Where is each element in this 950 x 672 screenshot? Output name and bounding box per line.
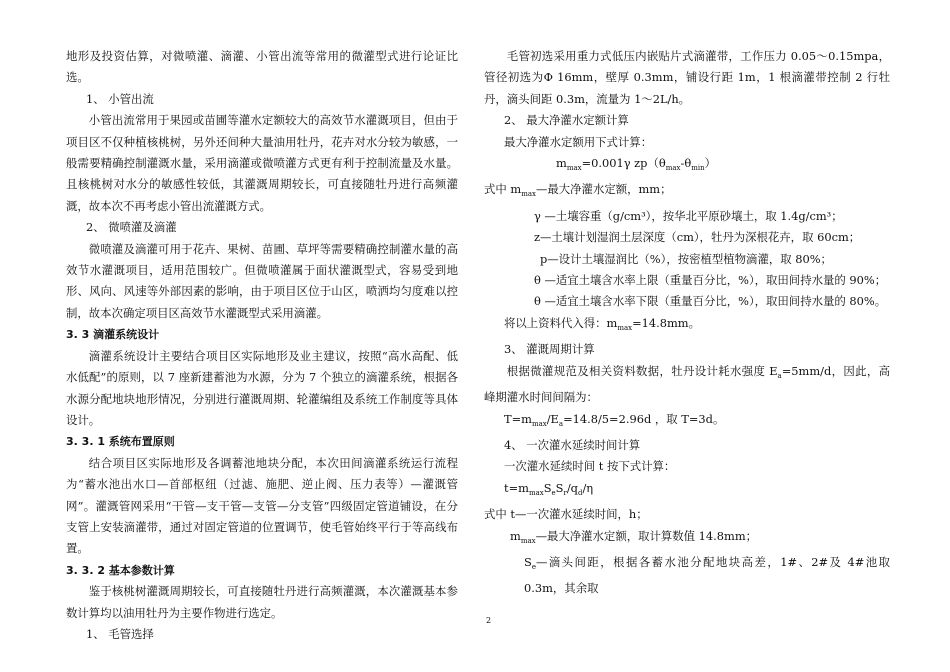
paragraph-intro: 地形及投资估算，对微喷灌、滴灌、小管出流等常用的微灌型式进行论证比选。: [66, 49, 458, 85]
heading-max-net-irrigation: 2、 最大净灌水定额计算: [504, 113, 629, 128]
formula-duration-intro: 一次灌水延续时间 t 按下式计算：: [504, 459, 676, 474]
where-mmax: 式中 $m_{max}—$最大净灌水定额，mm；: [484, 182, 672, 199]
where-theta-min: θ —适宜土壤含水率下限（重量百分比，%），取田间持水量的 80%。: [534, 294, 887, 309]
left-column: [66, 46, 458, 645]
paragraph-layout-principle: 结合项目区实际地形及各调蓄池地块分配，本次田间滴灌系统运行流程为“蓄水池出水口—首部枢纽（过滤、施肥、逆止阀、压力表等）—灌溉管网”。灌溉管网采用“干管—支干管—支管—分支管”四级固定管道铺设，在分支管上安装滴灌带，通过对固定管道的位置调节，使毛管始终平行于等高线布置。: [66, 455, 458, 556]
where-t: 式中 t—一次灌水延续时间，h；: [484, 507, 648, 522]
paragraph-micro-spray-drip: 微喷灌及滴灌可用于花卉、果树、苗圃、草坪等需要精确控制灌水量的高效节水灌溉项目，适用范围较广。但微喷灌属于面状灌溉型式，容易受到地形、风向、风速等外部因素的影响，由于项目区位于山区，喷洒均匀度难以控制，故本次确定项目区高效节水灌溉型式采用滴灌。: [66, 241, 458, 320]
section-heading-3-3-1: 3. 3. 1 系统布置原则: [66, 435, 175, 449]
where-z: z—土壤计划湿润土层深度（cm），牡丹为深根花卉，取 60cm；: [534, 230, 861, 245]
paragraph-basic-parameters: 鉴于核桃树灌溉周期较长，可直接随牡丹进行高频灌溉，本次灌溉基本参数计算均以油用牡丹为主要作物进行选定。: [66, 584, 458, 620]
formula-max-net-irrigation: $m_{max}=0.001\gamma$ $zp(\theta_{max}-\theta_{min})$: [556, 156, 716, 173]
section-heading-3-3-2: 3. 3. 2 基本参数计算: [66, 563, 175, 577]
formula-irrigation-duration: $t=m_{max}S_eS_r/q_d/\eta$: [504, 480, 594, 497]
where-gamma: γ —土壤容重（g/cm³），按华北平原砂壤土，取 1.4g/cm³；: [534, 208, 843, 223]
section-heading-3-3: 3. 3 滴灌系统设计: [66, 328, 160, 342]
heading-small-pipe-outflow: 1、 小管出流: [86, 91, 154, 106]
where-mmax-2: $m_{max}—$最大净灌水定额，取计算数值 14.8mm；: [510, 528, 758, 545]
heading-micro-spray-drip: 2、 微喷灌及滴灌: [86, 220, 177, 235]
page-number: 2: [486, 616, 492, 625]
formula-intro-line: 最大净灌水定额用下式计算：: [504, 134, 653, 149]
where-p: p—设计土壤湿润比（%），按密植型植物滴灌，取 80%；: [540, 251, 832, 266]
paragraph-small-pipe-outflow: 小管出流常用于果园或苗圃等灌水定额较大的高效节水灌溉项目，但由于项目区不仅种植核桃树，另外还间种大量油用牡丹，花卉对水分较为敏感，一般需要精确控制灌溉水量，采用滴灌或微喷灌方式更有利于控制流量及水量。且核桃树对水分的敏感性较低，其灌溉周期较长，可直接随牡丹进行高频灌溉，故本次不再考虑小管出流灌溉方式。: [66, 113, 458, 213]
paragraph-capillary-spec: 毛管初选采用重力式低压内嵌贴片式滴灌带，工作压力 0.05～0.15mpa，管径初选为Φ 16mm，壁厚 0.3mm，铺设行距 1m，1 根滴灌带控制 2 行牡丹，滴头间距 0.3m，流量为 1～2L/h。: [484, 49, 890, 106]
heading-irrigation-duration: 4、 一次灌水延续时间计算: [504, 437, 641, 452]
paragraph-drip-system-design: 滴灌系统设计主要结合项目区实际地形及业主建议，按照“高水高配、低水低配”的原则，以 7 座新建蓄池为水源，分为 7 个独立的滴灌系统，根据各水源分配地块地形情况，分别进行灌溉周期、轮灌编组及系统工作制度等具体设计。: [66, 348, 458, 427]
where-theta-max: θ —适宜土壤含水率上限（重量百分比，%），取田间持水量的 90%；: [534, 273, 887, 288]
result-mmax: 将以上资料代入得：$m_{max}=14.8mm$。: [504, 315, 700, 332]
formula-irrigation-interval: $T=m_{max}/E_a=14.8/5=2.96d$ ，取 T=3d。: [504, 411, 725, 428]
paragraph-irrigation-cycle: 根据微灌规范及相关资料数据，牡丹设计耗水强度 $E_a=5mm/d$，因此，高峰期灌水时间间隔为：: [484, 363, 890, 405]
where-se: $S_e—$滴头间距，根据各蓄水池分配地块高差，1#、2#及 4#池取 0.3m，其余取: [524, 554, 890, 596]
heading-capillary-selection: 1、 毛管选择: [86, 626, 154, 641]
heading-irrigation-cycle: 3、 灌溉周期计算: [504, 342, 595, 357]
right-column: [484, 46, 890, 600]
